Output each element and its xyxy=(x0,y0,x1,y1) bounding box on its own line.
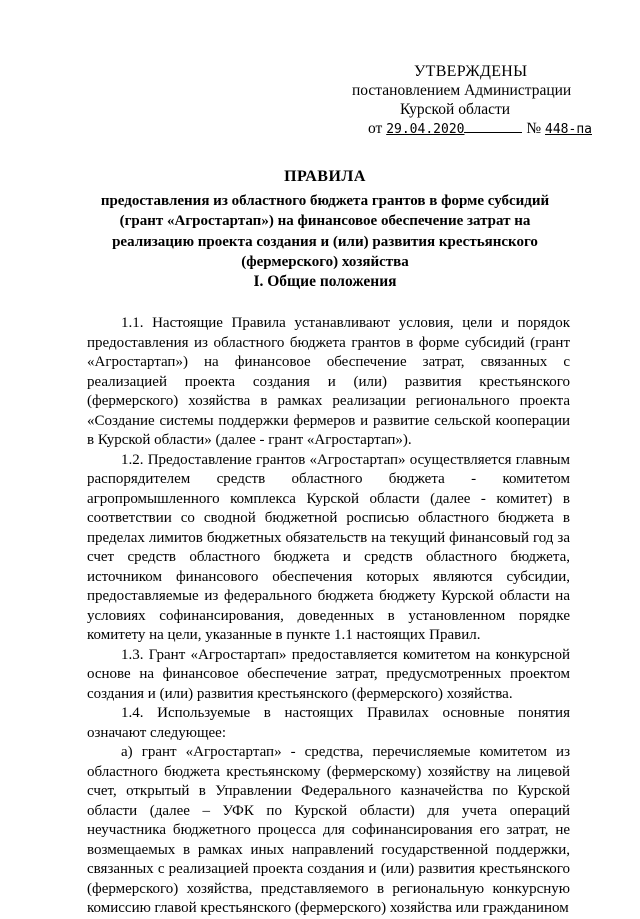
document-title: ПРАВИЛА xyxy=(284,168,366,185)
paragraph-1-4: 1.4. Используемые в настоящих Правилах основные понятия означают следующее: xyxy=(87,705,570,741)
paragraph-1-2: 1.2. Предоставление грантов «Агростартап» осуществляется главным распорядителем средств областного бюджета - комитетом агропромышленного комплекса Курской области (далее - комитет) в соответствии со сводной бюджетной росписью областного бюджета в пределах лимитов бюджетных обязательств на текущий финансовый год за счет средств областного бюджета и средств областного бюджета, источником финансового обеспечения которых являются субсидии, предоставляемые из федерального бюджета бюджету Курской области на условиях софинансирования, доведенных в установленном порядке комитету на цели, указанные в пункте 1.1 настоящих Правил. xyxy=(87,451,570,643)
number-prefix: № xyxy=(526,120,542,137)
paragraph-a: а) грант «Агростартап» - средства, перечисляемые комитетом из областного бюджета крестьянскому (фермерскому) хозяйству на лицевой счет, открытый в Управлении Федерального казначейства по Курской области (далее – УФК по Курской области) для учета операций неучастника бюджетного процесса для софинансирования его затрат, не возмещаемых в рамках иных направлений государственной поддержки, связанных с реализацией проекта создания и (или) развития крестьянского (фермерского) хозяйства, представляемого в региональную конкурсную комиссию главой крестьянского (фермерского) хозяйства или гражданином xyxy=(87,744,570,916)
approval-heading: УТВЕРЖДЕНЫ xyxy=(414,63,528,80)
document-body xyxy=(87,314,570,919)
approval-block xyxy=(352,62,597,139)
approval-number: 448-па xyxy=(545,122,592,137)
paragraph-1-1: 1.1. Настоящие Правила устанавливают условия, цели и порядок предоставления из областного бюджета грантов в форме субсидий (грант «Агростартап») на финансовое обеспечение затрат, связанных с реализацией проекта создания и (или) развития крестьянского (фермерского) хозяйства в рамках реализации регионального проекта «Создание системы поддержки фермеров и развитие сельской кооперации в Курской области» (далее - грант «Агростартап»). xyxy=(87,315,570,448)
date-underline xyxy=(464,120,522,133)
date-prefix: от xyxy=(368,120,383,137)
approval-date-line xyxy=(368,119,597,139)
paragraph-1-3: 1.3. Грант «Агростартап» предоставляется комитетом на конкурсной основе на финансовое обеспечение затрат, предусмотренных проектом создания и (или) развития крестьянского (фермерского) хозяйства. xyxy=(87,646,570,702)
approval-region: Курской области xyxy=(400,101,511,118)
document-subtitle: предоставления из областного бюджета грантов в форме субсидий (грант «Агростартап») на финансовое обеспечение затрат на реализацию проекта создания и (или) развития крестьянского (фермерского) хозяйства xyxy=(100,192,550,270)
document-title-block xyxy=(80,167,570,273)
approval-authority: постановлением Администрации xyxy=(352,82,572,99)
section-heading: I. Общие положения xyxy=(253,273,397,290)
approval-date: 29.04.2020 xyxy=(386,122,465,137)
